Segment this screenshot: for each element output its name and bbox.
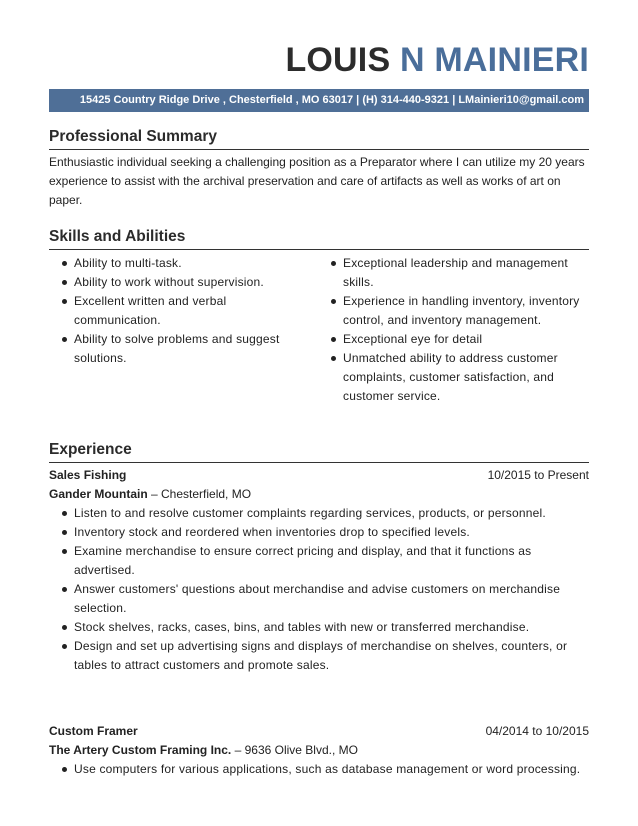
company-location: – 9636 Olive Blvd., MO: [231, 743, 358, 757]
name-rest: N MAINIERI: [400, 41, 589, 79]
name-first: LOUIS: [285, 41, 391, 79]
skill-item: Experience in handling inventory, inventory control, and inventory management.: [318, 292, 589, 330]
contact-bar: 15425 Country Ridge Drive , Chesterfield , MO 63017 | (H) 314-440-9321 | LMainieri10@gmail.com: [49, 89, 589, 112]
skill-item: Ability to work without supervision.: [49, 273, 311, 292]
job-title: Custom Framer: [49, 724, 138, 738]
summary-heading: Professional Summary: [49, 128, 589, 150]
job-company-row: [49, 741, 589, 760]
company-name: Gander Mountain: [49, 487, 148, 501]
skills-heading: Skills and Abilities: [49, 228, 589, 250]
job-bullets: [49, 760, 594, 779]
skill-item: Excellent written and verbal communication.: [49, 292, 311, 330]
job-bullet: Answer customers' questions about merchandise and advise customers on merchandise selection.: [49, 580, 594, 618]
skill-item: Ability to multi-task.: [49, 254, 311, 273]
skill-item: Exceptional leadership and management skills.: [318, 254, 589, 292]
job-bullet: Inventory stock and reordered when inventories drop to specified levels.: [49, 523, 594, 542]
skills-left-column: [49, 254, 311, 368]
skill-item: Exceptional eye for detail: [318, 330, 589, 349]
job-title: Sales Fishing: [49, 468, 127, 482]
job-dates: 10/2015 to Present: [487, 468, 589, 482]
skill-item: Ability to solve problems and suggest solutions.: [49, 330, 311, 368]
job-bullet: Stock shelves, racks, cases, bins, and tables with new or transferred merchandise.: [49, 618, 594, 637]
job-bullet: Design and set up advertising signs and displays of merchandise on shelves, counters, or tables to attract customers and promote sales.: [49, 637, 594, 675]
experience-heading: Experience: [49, 441, 589, 463]
skills-right-column: [318, 254, 589, 406]
skill-item: Unmatched ability to address customer complaints, customer satisfaction, and customer service.: [318, 349, 589, 406]
job-bullet: Examine merchandise to ensure correct pricing and display, and that it functions as advertised.: [49, 542, 594, 580]
job-title-row: [49, 722, 589, 741]
company-name: The Artery Custom Framing Inc.: [49, 743, 232, 757]
job-dates: 04/2014 to 10/2015: [485, 724, 589, 738]
job-bullet: Use computers for various applications, such as database management or word processing.: [49, 760, 594, 779]
company-location: – Chesterfield, MO: [147, 487, 252, 501]
candidate-name: [285, 40, 589, 80]
job-bullet: Listen to and resolve customer complaints regarding services, products, or personnel.: [49, 504, 594, 523]
job-title-row: [49, 466, 589, 485]
job-company-row: [49, 485, 589, 504]
job-bullets: [49, 504, 594, 675]
summary-text: Enthusiastic individual seeking a challenging position as a Preparator where I can utilize my 20 years experience to assist with the archival preservation and care of artifacts as well as works of art on paper.: [49, 155, 585, 207]
